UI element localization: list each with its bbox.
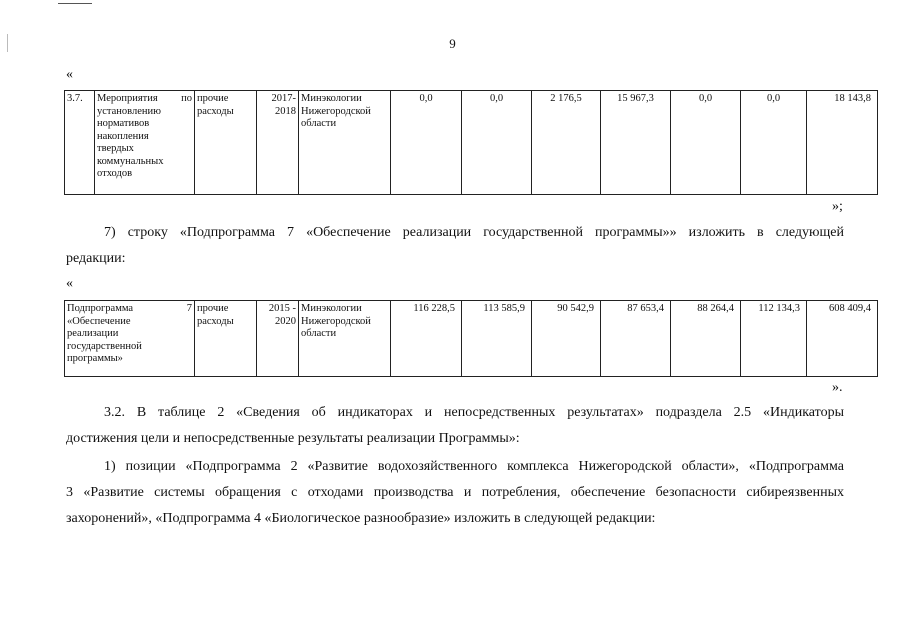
row-number: 3.7. xyxy=(65,91,95,195)
value-cell: 0,0 xyxy=(462,91,532,195)
value-cell: 112 134,3 xyxy=(741,301,807,377)
executor: Минэкологии Нижегородской области xyxy=(299,91,391,195)
table2-quote-open: « xyxy=(66,276,73,291)
subprogram-name: Подпрограмма 7 «Обеспечение реализации государственной программы» xyxy=(65,301,195,377)
paragraph-1-positions: 1) позиции «Подпрограмма 2 «Развитие водохозяйственного комплекса Нижегородской области», «Подпрограмма 3 «Развитие системы обращения с отходами производства и потребления, обеспечение безопасности сибиреязвенных захоронений», «Подпрограмма 4 «Биологическое разнообразие» изложить в следующей редакции: xyxy=(66,459,844,526)
table-row-subprogram-7 xyxy=(64,300,878,377)
expense-type: прочие расходы xyxy=(195,91,257,195)
page-number: 9 xyxy=(449,36,456,51)
table2-quote-close: ». xyxy=(832,380,843,395)
value-cell: 116 228,5 xyxy=(391,301,462,377)
table1-quote-open: « xyxy=(66,67,73,82)
value-total: 18 143,8 xyxy=(807,91,878,195)
value-cell: 88 264,4 xyxy=(671,301,741,377)
expense-type: прочие расходы xyxy=(195,301,257,377)
value-cell: 113 585,9 xyxy=(462,301,532,377)
value-cell: 2 176,5 xyxy=(532,91,601,195)
value-cell: 15 967,3 xyxy=(601,91,671,195)
value-total: 608 409,4 xyxy=(807,301,878,377)
table1-quote-close: »; xyxy=(832,199,843,214)
value-cell: 0,0 xyxy=(671,91,741,195)
value-cell: 0,0 xyxy=(741,91,807,195)
paragraph-7: 7) строку «Подпрограмма 7 «Обеспечение реализации государственной программы»» изложить в следующей редакции: xyxy=(66,225,844,266)
value-cell: 0,0 xyxy=(391,91,462,195)
row-name: Мероприятия по установлению нормативов накопления твердых коммунальных отходов xyxy=(95,91,195,195)
value-cell: 87 653,4 xyxy=(601,301,671,377)
value-cell: 90 542,9 xyxy=(532,301,601,377)
paragraph-3-2: 3.2. В таблице 2 «Сведения об индикаторах и непосредственных результатах» подраздела 2.5 «Индикаторы достижения цели и непосредственные результаты реализации Программы»: xyxy=(66,405,844,446)
years: 2017- 2018 xyxy=(257,91,299,195)
years: 2015 - 2020 xyxy=(257,301,299,377)
table-row-3-7 xyxy=(64,90,878,195)
executor: Минэкологии Нижегородской области xyxy=(299,301,391,377)
scan-top-line xyxy=(58,3,92,4)
